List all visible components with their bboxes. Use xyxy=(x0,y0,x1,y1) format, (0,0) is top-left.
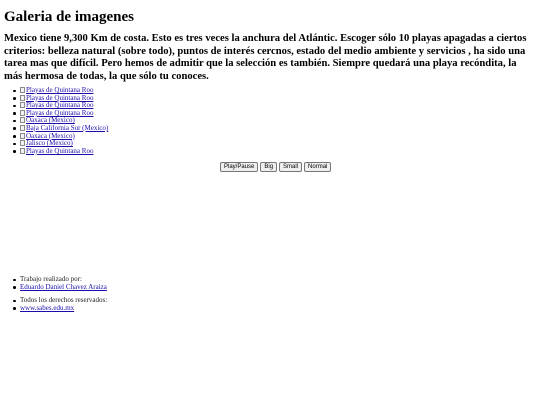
gallery-link[interactable] xyxy=(20,147,93,155)
rights-label: Todos los derechos reservados: xyxy=(20,296,108,304)
gallery-link-label: Playas de Quintana Roo xyxy=(26,93,94,102)
gallery-link-label: Oaxaca (Mexico) xyxy=(26,116,75,125)
list-item xyxy=(20,305,107,313)
gallery-link-label: Playas de Quintana Roo xyxy=(26,86,94,94)
website-link[interactable]: www.sabes.edu.mx xyxy=(20,303,75,312)
broken-image-icon xyxy=(20,125,25,131)
broken-image-icon xyxy=(20,110,25,116)
gallery-link-label: Baja California Sur (Mexico) xyxy=(26,123,109,132)
gallery-link-label: Oaxaca (Mexico) xyxy=(26,131,75,140)
gallery-list xyxy=(20,87,108,155)
gallery-link-label: Playas de Quintana Roo xyxy=(26,108,94,117)
intro-paragraph: Mexico tiene 9,300 Km de costa. Esto es tres veces la anchura del Atlántic. Escoger sólo 10 playas apagadas a ciertos criterios: belleza natural (sobre todo), puntos de interés cercnos, estado del medio ambiente y servicios , ha sido una tarea mas que difícil. Pero hemos de admitir que la selección es también. Siempre quedará una playa recóndita, la más hermosa de todas, la que sólo tu conoces. xyxy=(4,33,527,82)
list-item xyxy=(20,284,107,292)
page-title: Galeria de imagenes xyxy=(4,9,134,25)
broken-image-icon xyxy=(20,148,25,154)
broken-image-icon xyxy=(20,102,25,108)
broken-image-icon xyxy=(20,133,25,139)
big-button[interactable]: Big xyxy=(260,162,277,172)
gallery-link-label: Jalisco (Mexico) xyxy=(26,139,73,148)
small-button[interactable]: Small xyxy=(279,162,302,172)
normal-button[interactable]: Normal xyxy=(304,162,331,172)
gallery-link-label: Playas de Quintana Roo xyxy=(26,146,94,155)
gallery-link-label: Playas de Quintana Roo xyxy=(26,101,94,110)
credits-list xyxy=(20,276,107,291)
list-item xyxy=(20,148,108,156)
broken-image-icon xyxy=(20,87,25,93)
author-link[interactable]: Eduardo Daniel Chavez Araiza xyxy=(20,282,107,291)
broken-image-icon xyxy=(20,117,25,123)
play-pause-button[interactable]: Play/Pause xyxy=(220,162,258,172)
slideshow-controls xyxy=(220,162,331,172)
rights-list xyxy=(20,297,107,312)
broken-image-icon xyxy=(20,95,25,101)
broken-image-icon xyxy=(20,140,25,146)
credit-label: Trabajo realizado por: xyxy=(20,276,107,284)
